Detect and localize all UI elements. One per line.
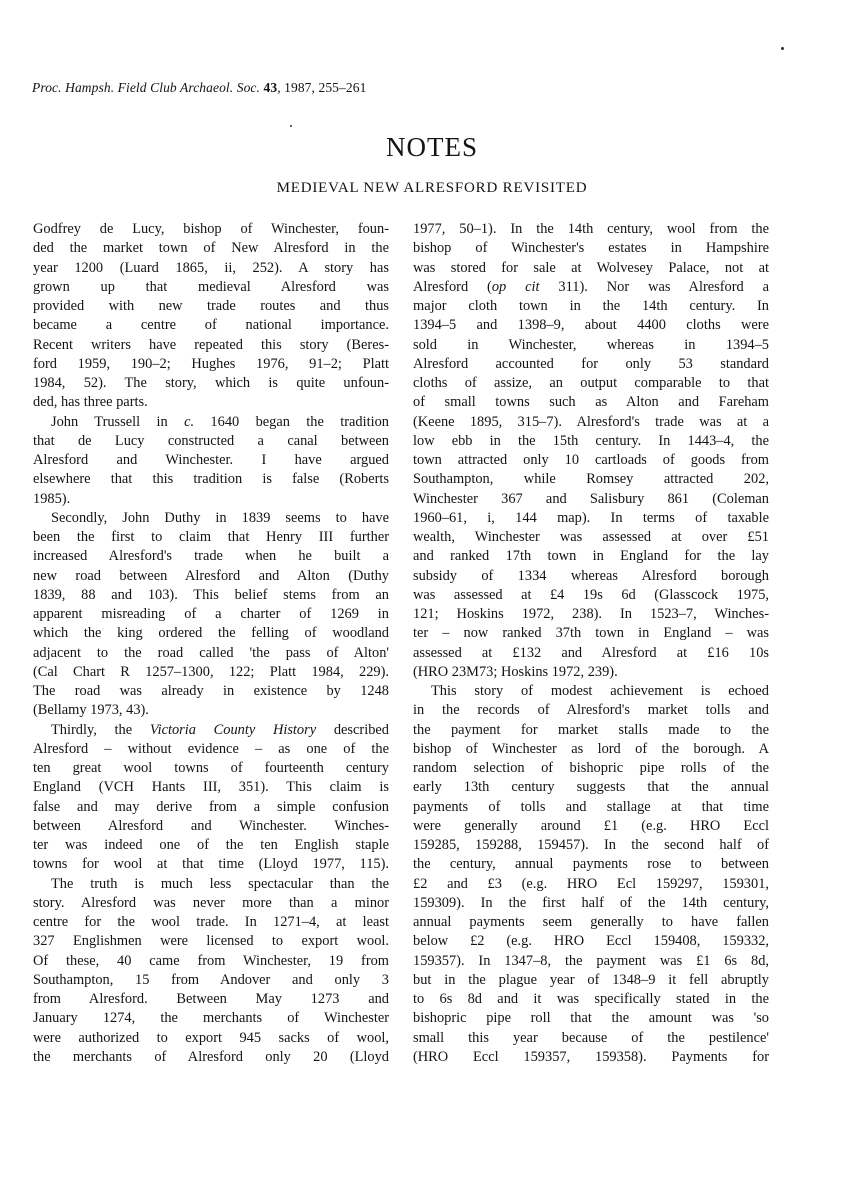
- text-line: bishop of Winchester's estates in Hampshire: [413, 240, 769, 257]
- journal-year-pages: , 1987, 255–261: [277, 80, 367, 95]
- text-line: bishop of Winchester as lord of the borough. A: [413, 740, 769, 757]
- text-line: England (VCH Hants III, 351). This claim is: [33, 779, 389, 796]
- text-line: John Trussell in c. 1640 began the tradition: [51, 413, 389, 430]
- text-line: Of these, 40 came from Winchester, 19 from: [33, 952, 389, 969]
- text-line: 159309). In the first half of the 14th century,: [413, 894, 769, 911]
- text-line: 1394–5 and 1398–9, about 4400 cloths were: [413, 317, 769, 334]
- text-line: year 1200 (Luard 1865, ii, 252). A story has: [33, 259, 389, 276]
- text-line: town attracted only 10 cartloads of goods from: [413, 452, 769, 468]
- text-line: ford 1959, 190–2; Hughes 1976, 91–2; Platt: [33, 355, 389, 372]
- text-line: Winchester 367 and Salisbury 861 (Coleman: [413, 490, 769, 507]
- text-line: £2 and £3 (e.g. HRO Ecl 159297, 159301,: [413, 875, 769, 892]
- text-line: payments of tolls and stallage at that time: [413, 798, 769, 815]
- section-title: NOTES: [386, 132, 478, 162]
- text-line: ter was indeed one of the ten English staple: [33, 837, 389, 853]
- text-line: ter – now ranked 37th town in England – was: [413, 625, 769, 642]
- left-text-column: [33, 220, 389, 1067]
- text-line: bishopric pipe roll that the amount was 'so: [413, 1010, 769, 1027]
- text-line: wealth, Winchester was assessed at over £51: [413, 529, 769, 545]
- text-line: story. Alresford was never more than a minor: [33, 894, 389, 911]
- text-line: 1984, 52). The story, which is quite unfoun-: [33, 375, 389, 391]
- journal-name: Proc. Hampsh. Field Club Archaeol. Soc.: [32, 80, 260, 95]
- text-line: annual payments seem generally to have fallen: [413, 914, 769, 930]
- text-line: adjacent to the road called 'the pass of Alton': [33, 644, 389, 661]
- text-line: sold in Winchester, whereas in 1394–5: [413, 336, 769, 353]
- text-line: which the king ordered the felling of woodland: [33, 625, 389, 642]
- text-line: low ebb in the 15th century. In 1443–4, the: [413, 432, 769, 449]
- text-line: centre for the wool trade. In 1271–4, at least: [33, 914, 389, 930]
- scan-speck: [781, 47, 784, 50]
- text-line: between Alresford and Winchester. Winches-: [33, 817, 389, 834]
- text-line: increased Alresford's trade when he built a: [33, 548, 389, 565]
- text-line: Recent writers have repeated this story (Beres-: [33, 336, 389, 353]
- text-line: was stored for sale at Wolvesey Palace, not at: [413, 259, 769, 276]
- text-line: Alresford (op cit 311). Nor was Alresford a: [413, 278, 769, 295]
- text-line: ten great wool towns of fourteenth century: [33, 760, 389, 776]
- text-line: the payment for market stalls made to the: [413, 721, 769, 738]
- text-line: Thirdly, the Victoria County History described: [51, 721, 389, 738]
- text-line: 1960–61, i, 144 map). In terms of taxable: [413, 509, 769, 526]
- text-line: The road was already in existence by 1248: [33, 683, 389, 699]
- article-title: MEDIEVAL NEW ALRESFORD REVISITED: [276, 180, 588, 196]
- text-line: 159285, 159288, 159457). In the second half of: [413, 837, 769, 853]
- text-line: the century, annual payments rose to between: [413, 856, 769, 873]
- journal-volume: 43: [263, 80, 278, 95]
- text-line: Alresford – without evidence – as one of the: [33, 740, 389, 757]
- text-line: subsidy of 1334 whereas Alresford borough: [413, 567, 769, 584]
- text-line: The truth is much less spectacular than the: [51, 875, 389, 892]
- text-line: (HRO 23M73; Hoskins 1972, 239).: [413, 663, 618, 680]
- text-line: from Alresford. Between May 1273 and: [33, 991, 389, 1007]
- text-line: in the records of Alresford's market tolls and: [413, 702, 769, 719]
- text-line: below £2 (e.g. HRO Eccl 159408, 159332,: [413, 933, 769, 950]
- text-line: Southampton, 15 from Andover and only 3: [33, 971, 389, 988]
- text-line: 1839, 88 and 103). This belief stems from an: [33, 586, 389, 603]
- text-line: grown up that medieval Alresford was: [33, 278, 389, 295]
- text-line: but in the plague year of 1348–9 it fell abruptly: [413, 971, 769, 988]
- text-line: 121; Hoskins 1972, 238). In 1523–7, Winches-: [413, 606, 769, 622]
- text-line: January 1274, the merchants of Winchester: [33, 1010, 389, 1027]
- text-line: (HRO Eccl 159357, 159358). Payments for: [413, 1048, 769, 1065]
- text-line: (Bellamy 1973, 43).: [33, 702, 149, 719]
- text-line: cloths of assize, an output comparable to that: [413, 375, 769, 391]
- text-line: ded the market town of New Alresford in the: [33, 240, 389, 257]
- text-line: This story of modest achievement is echoed: [431, 683, 769, 699]
- text-line: new road between Alresford and Alton (Duthy: [33, 567, 389, 584]
- text-line: were authorized to export 945 sacks of wool,: [33, 1029, 389, 1046]
- text-line: were generally around £1 (e.g. HRO Eccl: [413, 817, 769, 834]
- text-line: Southampton, while Romsey attracted 202,: [413, 471, 769, 488]
- text-line: been the first to claim that Henry III further: [33, 529, 389, 545]
- scan-speck: [290, 125, 292, 127]
- text-line: Godfrey de Lucy, bishop of Winchester, foun-: [33, 221, 389, 237]
- journal-citation: [32, 80, 366, 96]
- text-line: Alresford and Winchester. I have argued: [33, 452, 389, 468]
- text-line: of small towns such as Alton and Fareham: [413, 394, 769, 411]
- text-line: to 6s 8d and it was specifically stated in the: [413, 991, 769, 1007]
- text-line: false and may derive from a simple confusion: [33, 798, 389, 815]
- text-line: 1985).: [33, 490, 71, 507]
- text-line: and ranked 17th town in England for the lay: [413, 548, 769, 565]
- right-text-column: [413, 220, 769, 1067]
- text-line: Secondly, John Duthy in 1839 seems to have: [51, 509, 389, 526]
- text-line: the merchants of Alresford only 20 (Lloyd: [33, 1048, 389, 1065]
- text-line: that de Lucy constructed a canal between: [33, 432, 389, 449]
- text-line: towns for wool at that time (Lloyd 1977, 115).: [33, 856, 389, 873]
- text-line: elsewhere that this tradition is false (Roberts: [33, 471, 389, 488]
- text-line: small this year because of the pestilence': [413, 1029, 769, 1046]
- text-line: random selection of bishopric pipe rolls of the: [413, 760, 769, 776]
- text-line: major cloth town in the 14th century. In: [413, 298, 769, 314]
- text-line: Alresford accounted for only 53 standard: [413, 355, 769, 372]
- text-line: 327 Englishmen were licensed to export wool.: [33, 933, 389, 950]
- text-line: 159357). In 1347–8, the payment was £1 6s 8d,: [413, 952, 769, 969]
- text-line: was assessed at £4 19s 6d (Glasscock 1975,: [413, 586, 769, 603]
- text-line: provided with new trade routes and thus: [33, 298, 389, 314]
- text-line: (Keene 1895, 315–7). Alresford's trade was at a: [413, 413, 769, 430]
- text-line: ded, has three parts.: [33, 394, 148, 411]
- text-line: 1977, 50–1). In the 14th century, wool from the: [413, 221, 769, 237]
- text-line: (Cal Chart R 1257–1300, 122; Platt 1984, 229).: [33, 663, 389, 680]
- text-line: became a centre of national importance.: [33, 317, 389, 334]
- text-line: assessed at £132 and Alresford at £16 10s: [413, 644, 769, 661]
- text-line: apparent misreading of a charter of 1269 in: [33, 606, 389, 622]
- text-line: early 13th century suggests that the annual: [413, 779, 769, 796]
